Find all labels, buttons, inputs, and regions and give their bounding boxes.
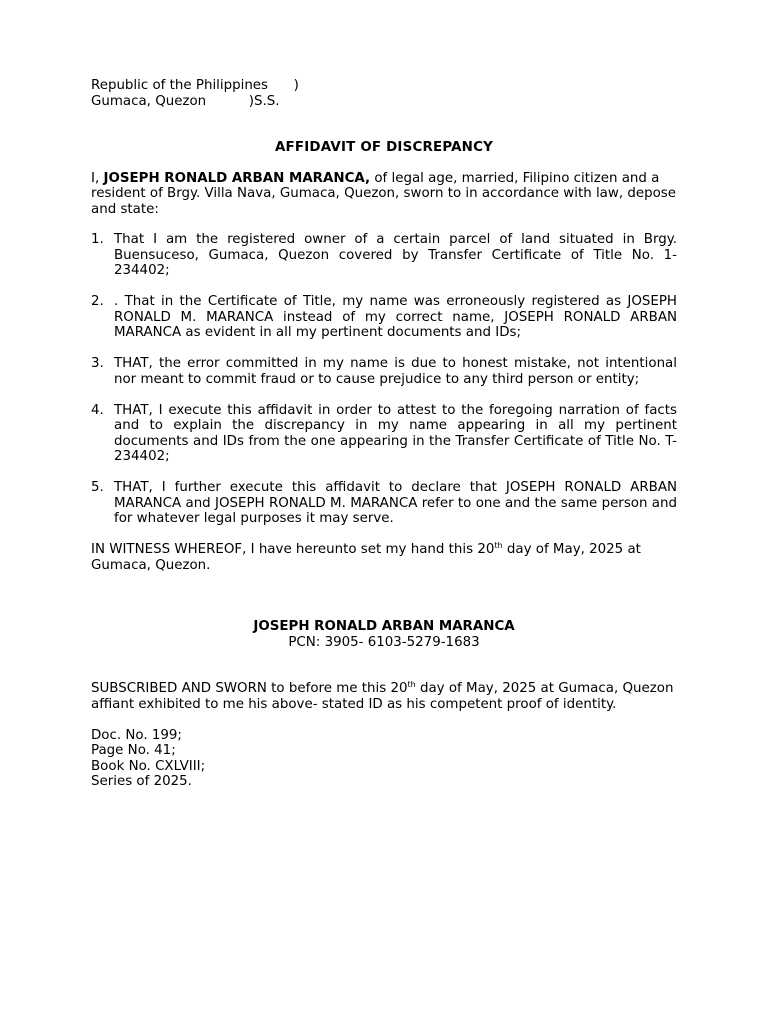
statement-item [91, 294, 677, 341]
statement-item [91, 480, 677, 527]
item-number: 3. [91, 356, 104, 371]
intro-prefix: I, [91, 170, 104, 186]
page-number: Page No. 41; [91, 743, 176, 758]
statement-item [91, 403, 677, 465]
item-number: 4. [91, 402, 104, 418]
jurat-text-before: SUBSCRIBED AND SWORN to before me this 20 [91, 681, 408, 696]
book-number: Book No. CXLVIII; [91, 758, 206, 774]
venue-block [91, 78, 677, 109]
signatory-pcn: PCN: 3905- 6103-5279-1683 [288, 634, 480, 650]
item-text: That I am the registered owner of a certain parcel of land situated in Brgy. Buensuceso, Gumaca, Quezon covered by Transfer Certificate of Title No. 1- 234402; [114, 232, 677, 278]
item-text: . That in the Certificate of Title, my name was erroneously registered as JOSEPH RONALD M. MARANCA instead of my correct name, JOSEPH RONALD ARBAN MARANCA as evident in all my pertinent documents and IDs; [114, 294, 677, 340]
series-year: Series of 2025. [91, 774, 192, 789]
statement-item [91, 232, 677, 279]
item-text: THAT, I further execute this affidavit to declare that JOSEPH RONALD ARBAN MARANCA and JOSEPH RONALD M. MARANCA refer to one and the same person and for whatever legal purposes it may serve. [114, 480, 677, 526]
statement-item [91, 356, 677, 387]
jurat-text-after: day of May, 2025 at Gumaca, Quezon affiant exhibited to me his above- stated ID as his competent proof of identity. [91, 681, 674, 712]
witness-ordinal: th [494, 541, 503, 550]
statement-list [91, 232, 677, 527]
doc-number: Doc. No. 199; [91, 727, 182, 743]
jurat-paragraph [91, 681, 677, 712]
signature-block [91, 619, 677, 650]
venue-line-2: Gumaca, Quezon )S.S. [91, 93, 280, 109]
signatory-name: JOSEPH RONALD ARBAN MARANCA [253, 619, 515, 634]
jurat-ordinal: th [407, 680, 416, 689]
document-title: AFFIDAVIT OF DISCREPANCY [274, 140, 494, 155]
venue-line-1: Republic of the Philippines ) [91, 78, 299, 93]
witness-text-before: IN WITNESS WHEREOF, I have hereunto set my hand this 20 [91, 542, 495, 557]
intro-paragraph [91, 171, 677, 218]
item-number: 1. [91, 232, 104, 247]
item-text: THAT, the error committed in my name is due to honest mistake, not intentional nor meant to commit fraud or to cause prejudice to any third person or entity; [114, 356, 677, 387]
witness-paragraph [91, 542, 677, 573]
affidavit-body [91, 78, 677, 790]
item-text: THAT, I execute this affidavit in order to attest to the foregoing narration of facts and to explain the discrepancy in my name appearing in all my pertinent documents and IDs from the one appearing in the Transfer Certificate of Title No. T-234402; [114, 402, 677, 464]
intro-rest: of legal age, married, Filipino citizen and a resident of Brgy. Villa Nava, Gumaca, Quezon, sworn to in accordance with law, depose and state: [91, 170, 677, 217]
item-number: 5. [91, 480, 104, 495]
witness-text-after: day of May, 2025 at Gumaca, Quezon. [91, 542, 641, 573]
affiant-name: JOSEPH RONALD ARBAN MARANCA, [103, 170, 371, 186]
notarial-register-block [91, 728, 677, 790]
item-number: 2. [91, 294, 104, 309]
